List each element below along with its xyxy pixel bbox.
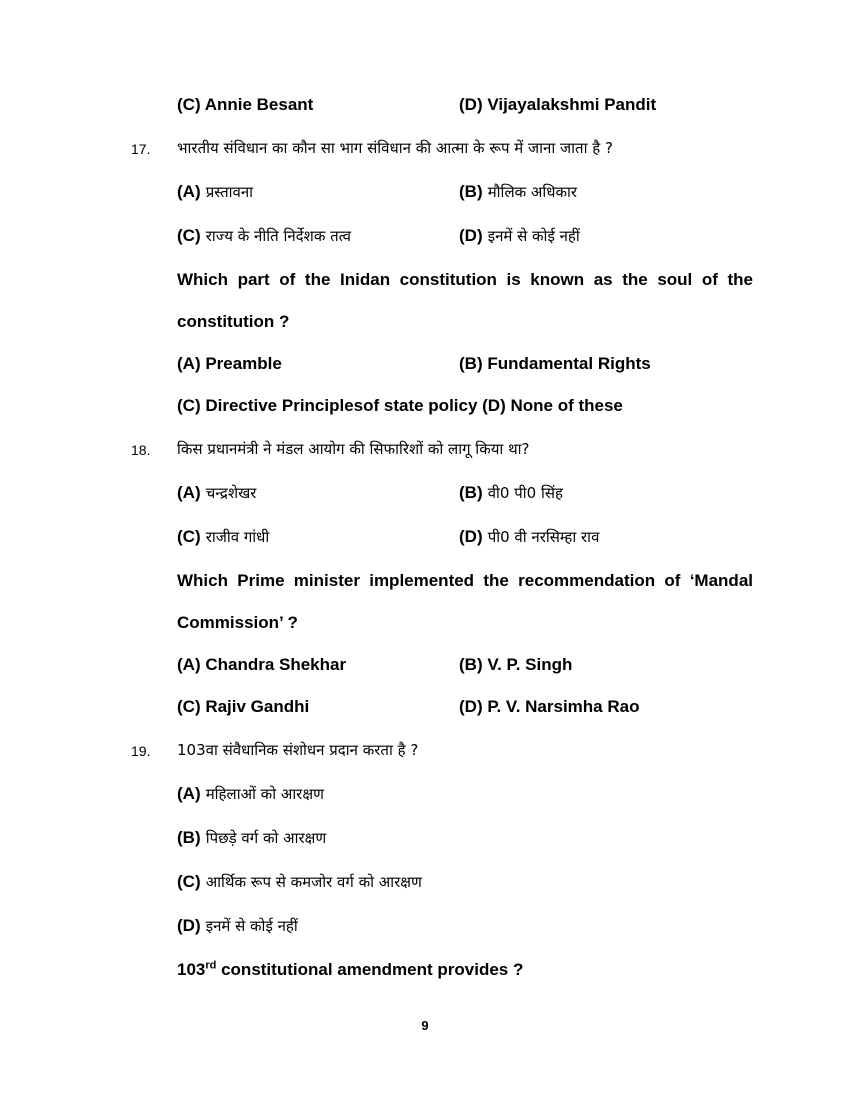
- option-c-hindi: आर्थिक रूप से कमजोर वर्ग को आरक्षण: [205, 873, 422, 891]
- option-tag: (D): [459, 226, 483, 245]
- option-d-hindi: पी0 वी नरसिम्हा राव: [487, 528, 600, 546]
- option-a-hindi: महिलाओं को आरक्षण: [205, 785, 324, 803]
- option-d-hindi: इनमें से कोई नहीं: [487, 227, 580, 245]
- option-tag: (A): [177, 784, 201, 803]
- question-number: 19.: [131, 743, 151, 759]
- option-c-hindi: राज्य के नीति निर्देशक तत्व: [205, 227, 352, 245]
- option-c: (C) Annie Besant: [177, 95, 314, 114]
- option-tag: (D): [459, 527, 483, 546]
- option-b: (B) Fundamental Rights: [459, 354, 651, 373]
- option-b: (B) V. P. Singh: [459, 655, 573, 674]
- hindi-question-text: 103वा संवैधानिक संशोधन प्रदान करता है ?: [177, 741, 419, 759]
- english-question-line-1: Which Prime minister implemented the recommendation of ‘Mandal: [177, 571, 753, 590]
- page-number: 9: [421, 1018, 429, 1033]
- english-question-continuation: constitution ?: [177, 312, 290, 331]
- option-d: (D) Vijayalakshmi Pandit: [459, 95, 657, 114]
- option-a-hindi: प्रस्तावना: [205, 183, 254, 201]
- english-question-line-1: Which part of the Inidan constitution is known as the soul of the: [177, 270, 753, 289]
- option-tag: (A): [177, 483, 201, 502]
- option-b-hindi: वी0 पी0 सिंह: [487, 484, 563, 502]
- option-b-hindi: पिछड़े वर्ग को आरक्षण: [205, 829, 327, 847]
- question-number: 18.: [131, 442, 151, 458]
- option-tag: (D): [177, 916, 201, 935]
- option-tag: (B): [459, 182, 483, 201]
- ordinal-suffix: rd: [205, 959, 217, 972]
- option-c-hindi: राजीव गांधी: [205, 528, 270, 546]
- option-b-hindi: मौलिक अधिकार: [487, 183, 578, 201]
- option-d: (D) P. V. Narsimha Rao: [459, 697, 640, 716]
- option-a: (A) Preamble: [177, 354, 282, 373]
- english-question-continuation: Commission’ ?: [177, 613, 298, 632]
- option-c-d: (C) Directive Principlesof state policy (D) None of these: [177, 396, 623, 415]
- english-question-text: constitutional amendment provides ?: [216, 960, 524, 979]
- option-tag: (C): [177, 527, 201, 546]
- amendment-number: 103: [177, 960, 206, 979]
- hindi-question-text: किस प्रधानमंत्री ने मंडल आयोग की सिफारिशों को लागू किया था?: [177, 440, 530, 458]
- option-a: (A) Chandra Shekhar: [177, 655, 347, 674]
- option-tag: (A): [177, 182, 201, 201]
- option-tag: (C): [177, 872, 201, 891]
- hindi-question-text: भारतीय संविधान का कौन सा भाग संविधान की आत्मा के रूप में जाना जाता है ?: [177, 139, 613, 157]
- option-tag: (B): [459, 483, 483, 502]
- question-number: 17.: [131, 141, 151, 157]
- option-tag: (C): [177, 226, 201, 245]
- option-d-hindi: इनमें से कोई नहीं: [205, 917, 298, 935]
- option-tag: (B): [177, 828, 201, 847]
- option-c: (C) Rajiv Gandhi: [177, 697, 310, 716]
- option-a-hindi: चन्द्रशेखर: [205, 484, 257, 502]
